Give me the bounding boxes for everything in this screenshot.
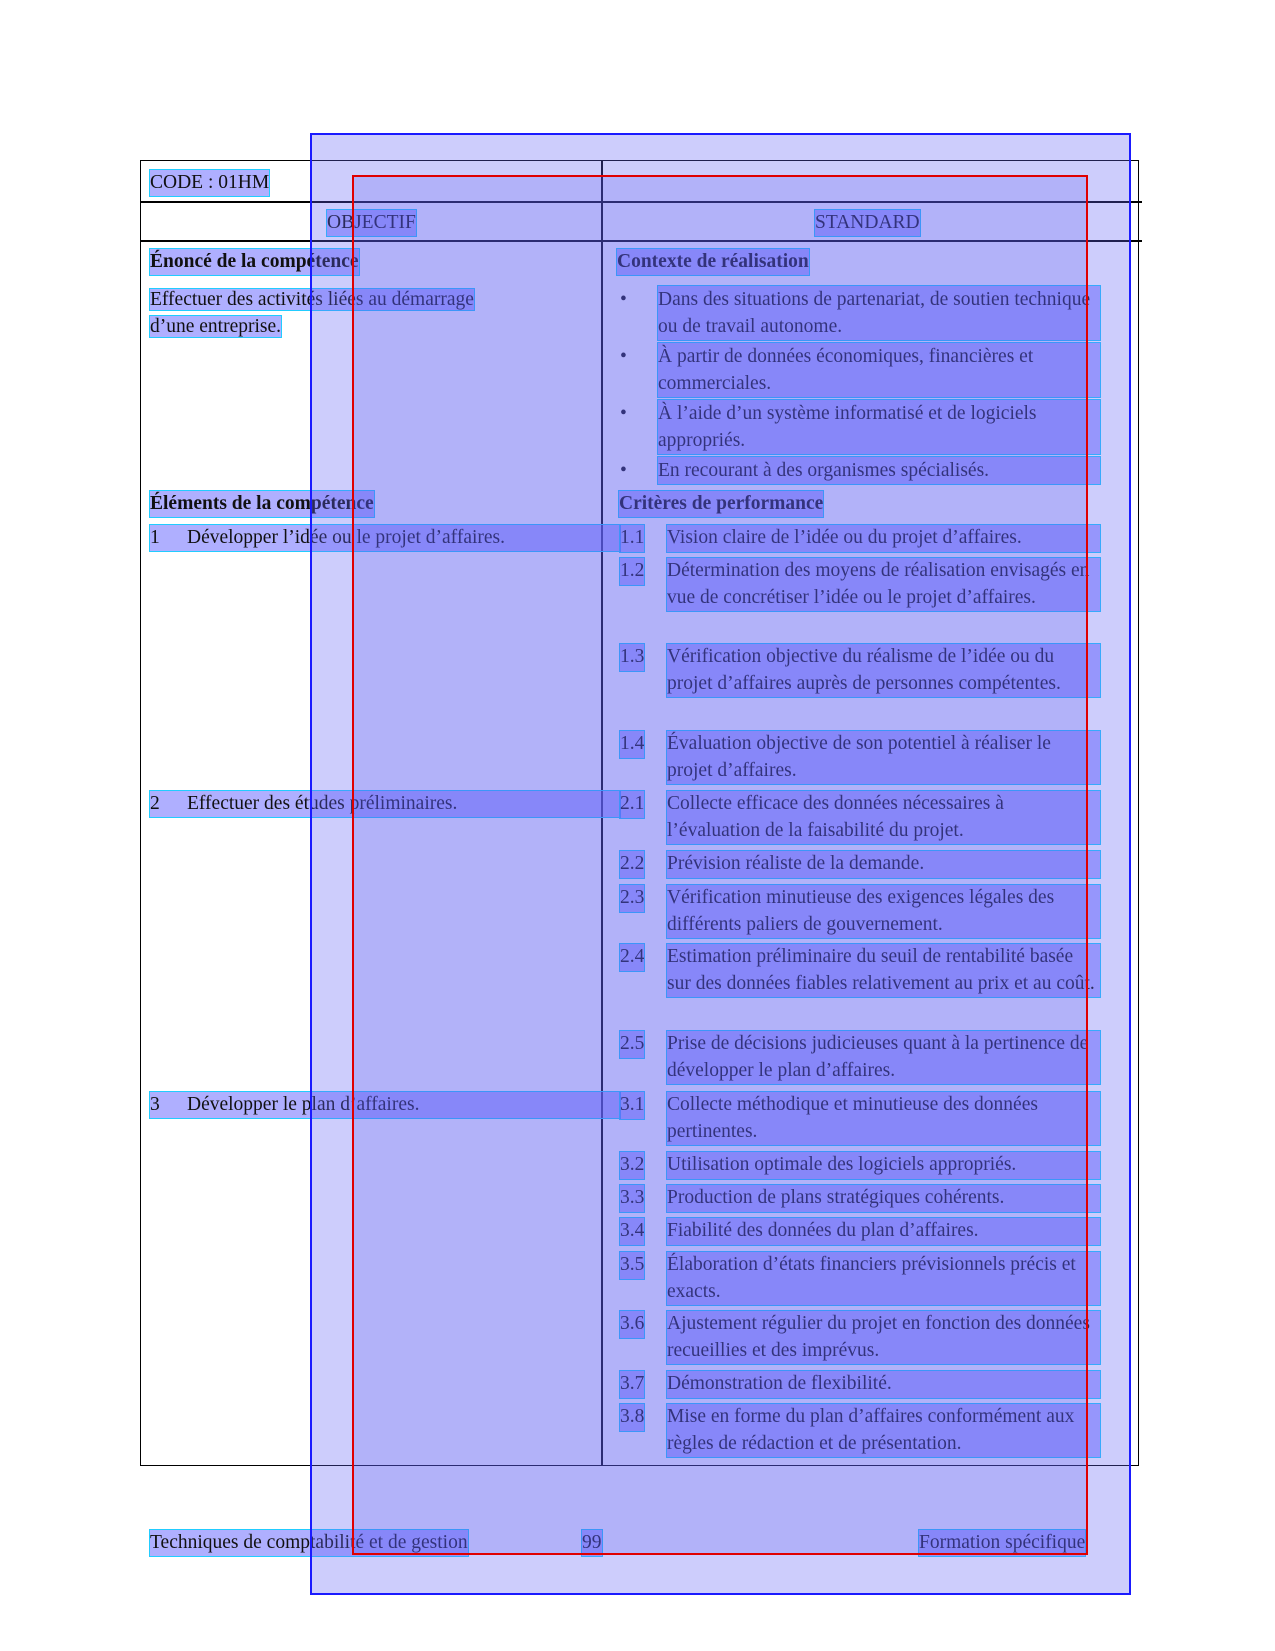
criterion-number: 2.4 <box>620 944 644 971</box>
bullet-text: Dans des situations de partenariat, de soutien technique ou de travail autonome. <box>658 286 1100 340</box>
criterion-text: Production de plans stratégiques cohérents. <box>667 1185 1100 1212</box>
criterion-number: 2.1 <box>620 791 644 818</box>
criterion-number: 3.2 <box>620 1152 644 1179</box>
enonce-line-1: Effectuer des activités liées au démarrage <box>150 289 474 310</box>
element-text: Développer le plan d’affaires. <box>187 1094 420 1115</box>
bullet-icon: • <box>620 346 627 367</box>
element-text: Développer l’idée ou le projet d’affaires. <box>187 527 505 548</box>
bullet-text: En recourant à des organismes spécialisés. <box>658 457 1100 484</box>
element-number: 2 <box>150 793 160 814</box>
criterion-text: Détermination des moyens de réalisation envisagés en vue de concrétiser l’idée ou le projet d’affaires. <box>667 558 1100 611</box>
criterion-text: Vérification objective du réalisme de l’idée ou du projet d’affaires auprès de personnes compétentes. <box>667 644 1100 697</box>
criterion-number: 1.4 <box>620 731 644 758</box>
criterion-text: Ajustement régulier du projet en fonction des données recueillies et des imprévus. <box>667 1311 1100 1364</box>
criterion-text: Évaluation objective de son potentiel à réaliser le projet d’affaires. <box>667 731 1100 784</box>
contexte-title: Contexte de réalisation <box>617 249 809 275</box>
bullet-icon: • <box>620 403 627 424</box>
criterion-text: Mise en forme du plan d’affaires conformément aux règles de rédaction et de présentation. <box>667 1404 1100 1457</box>
criterion-number: 3.4 <box>620 1218 644 1245</box>
criterion-text: Utilisation optimale des logiciels appropriés. <box>667 1152 1100 1179</box>
bullet-text: À l’aide d’un système informatisé et de logiciels appropriés. <box>658 400 1100 454</box>
criterion-number: 2.3 <box>620 885 644 912</box>
bullet-text: À partir de données économiques, financières et commerciales. <box>658 343 1100 397</box>
criterion-text: Prévision réaliste de la demande. <box>667 851 1100 878</box>
criterion-number: 3.7 <box>620 1371 644 1398</box>
criterion-number: 1.2 <box>620 558 644 585</box>
criterion-number: 3.1 <box>620 1092 644 1119</box>
criterion-text: Collecte efficace des données nécessaires à l’évaluation de la faisabilité du projet. <box>667 791 1100 844</box>
element-text: Effectuer des études préliminaires. <box>187 793 458 814</box>
criterion-number: 1.3 <box>620 644 644 671</box>
competence-code: CODE : 01HM <box>150 170 269 196</box>
header-objectif: OBJECTIF <box>327 210 416 236</box>
criterion-text: Fiabilité des données du plan d’affaires. <box>667 1218 1100 1245</box>
criterion-number: 3.5 <box>620 1252 644 1279</box>
criterion-text: Vision claire de l’idée ou du projet d’affaires. <box>667 525 1100 552</box>
criterion-number: 3.3 <box>620 1185 644 1212</box>
criterion-text: Vérification minutieuse des exigences légales des différents paliers de gouvernement. <box>667 885 1100 938</box>
criterion-number: 3.6 <box>620 1311 644 1338</box>
criterion-text: Démonstration de flexibilité. <box>667 1371 1100 1398</box>
footer-program: Techniques de comptabilité et de gestion <box>150 1530 468 1556</box>
bullet-icon: • <box>620 289 627 310</box>
criterion-text: Estimation préliminaire du seuil de rentabilité basée sur des données fiables relativement au prix et au coût. <box>667 944 1100 997</box>
criterion-number: 1.1 <box>620 525 644 552</box>
enonce-title: Énoncé de la compétence <box>150 249 359 275</box>
bullet-icon: • <box>620 460 627 481</box>
criterion-text: Prise de décisions judicieuses quant à la pertinence de développer le plan d’affaires. <box>667 1031 1100 1084</box>
criterion-number: 2.5 <box>620 1031 644 1058</box>
enonce-line-2: d’une entreprise. <box>150 316 282 337</box>
annotation-box-red <box>352 175 1088 1555</box>
criterion-number: 2.2 <box>620 851 644 878</box>
element-number: 1 <box>150 527 160 548</box>
footer-page-number: 99 <box>582 1530 602 1556</box>
footer-section: Formation spécifique <box>919 1530 1085 1556</box>
criterion-text: Collecte méthodique et minutieuse des données pertinentes. <box>667 1092 1100 1145</box>
element-number: 3 <box>150 1094 160 1115</box>
elements-title: Éléments de la compétence <box>150 491 374 517</box>
criterion-number: 3.8 <box>620 1404 644 1431</box>
criteres-title: Critères de performance <box>619 491 823 517</box>
criterion-text: Élaboration d’états financiers prévisionnels précis et exacts. <box>667 1252 1100 1305</box>
header-standard: STANDARD <box>815 210 920 236</box>
